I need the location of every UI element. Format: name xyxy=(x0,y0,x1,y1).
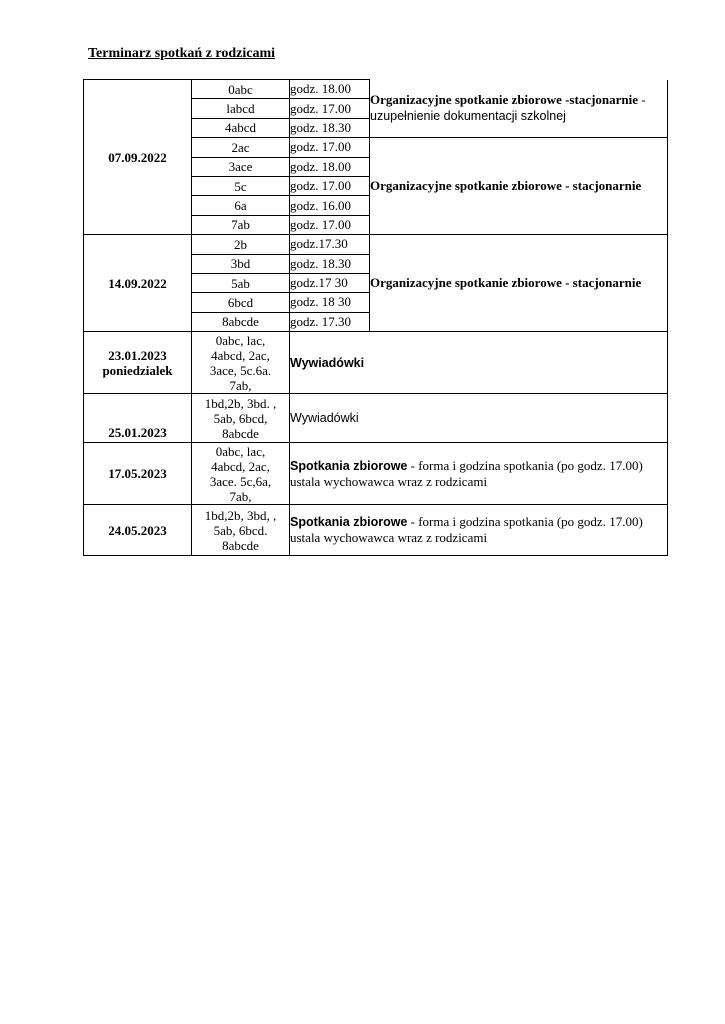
description-cell xyxy=(370,80,668,138)
day-text: poniedzialek xyxy=(102,362,173,378)
class-line: 7ab, xyxy=(229,377,252,393)
description-text: Wywiadówki xyxy=(290,411,359,426)
class-line: 3ace, 5c.6a. xyxy=(209,362,272,378)
class-line: 1bd,2b, 3bd, , xyxy=(204,507,277,523)
class-cell xyxy=(192,332,290,394)
time-cell: godz. 18 30 xyxy=(290,293,370,312)
class-line: 8abcde xyxy=(222,425,259,441)
class-cell: 0abc xyxy=(192,80,290,99)
time-cell: godz.17.30 xyxy=(290,235,370,254)
class-line: 0abc, lac, xyxy=(215,443,266,459)
class-cell: 2b xyxy=(192,235,290,254)
description-text: - forma i godzina spotkania (po godz. 17.00) ustala wychowawca wraz z rodzicami xyxy=(290,457,643,489)
time-cell: godz. 17.00 xyxy=(290,215,370,234)
date-cell: 14.09.2022 xyxy=(84,235,192,332)
time-cell: godz. 17.00 xyxy=(290,138,370,157)
table-row xyxy=(84,332,668,394)
class-line: 7ab, xyxy=(229,488,252,504)
class-cell: 2ac xyxy=(192,138,290,157)
time-cell: godz.17 30 xyxy=(290,273,370,292)
description-text: uzupełnienie dokumentacji szkolnej xyxy=(370,109,566,124)
class-cell: 5c xyxy=(192,176,290,195)
date-cell: 07.09.2022 xyxy=(84,80,192,235)
class-line: 5ab, 6bcd. xyxy=(213,522,268,538)
class-line: 0abc, lac, xyxy=(215,332,266,348)
description-cell xyxy=(290,505,668,556)
date-cell: 24.05.2023 xyxy=(84,505,192,556)
description-bold: Spotkania zbiorowe xyxy=(290,515,408,530)
description-cell xyxy=(290,332,668,394)
class-line: 8abcde xyxy=(222,537,259,553)
table-row xyxy=(84,505,668,556)
class-cell: 5ab xyxy=(192,273,290,292)
class-cell: 3ace xyxy=(192,157,290,176)
date-text: 23.01.2023 xyxy=(108,347,167,363)
description-text: - forma i godzina spotkania (po godz. 17.00) ustala wychowawca wraz z rodzicami xyxy=(290,514,643,546)
class-cell xyxy=(192,443,290,505)
date-cell xyxy=(84,332,192,394)
time-cell: godz. 17.30 xyxy=(290,312,370,331)
class-cell xyxy=(192,394,290,443)
description-cell: Organizacyjne spotkanie zbiorowe - stacjonarnie xyxy=(370,235,668,332)
time-cell: godz. 17.00 xyxy=(290,99,370,118)
page-title: Terminarz spotkań z rodzicami xyxy=(88,46,276,61)
description-cell: Organizacyjne spotkanie zbiorowe - stacjonarnie xyxy=(370,138,668,235)
class-cell: 3bd xyxy=(192,254,290,273)
time-cell: godz. 18.00 xyxy=(290,80,370,99)
class-cell: 8abcde xyxy=(192,312,290,331)
class-line: 3ace. 5c,6a, xyxy=(209,473,272,489)
class-cell: 7ab xyxy=(192,215,290,234)
description-cell xyxy=(290,443,668,505)
time-cell: godz. 18.30 xyxy=(290,118,370,137)
description-text: - xyxy=(638,92,646,108)
table-row xyxy=(84,443,668,505)
description-cell xyxy=(290,394,668,443)
class-cell xyxy=(192,505,290,556)
class-cell: 6a xyxy=(192,196,290,215)
class-line: 4abcd, 2ac, xyxy=(211,347,270,363)
table-row xyxy=(84,80,668,99)
time-cell: godz. 18.30 xyxy=(290,254,370,273)
description-bold: Spotkania zbiorowe xyxy=(290,458,408,473)
class-cell: labcd xyxy=(192,99,290,118)
class-line: 1bd,2b, 3bd. , xyxy=(204,395,277,411)
table-row xyxy=(84,394,668,443)
description-text: Wywiadówki xyxy=(290,355,365,370)
date-cell: 25.01.2023 xyxy=(84,394,192,443)
time-cell: godz. 17.00 xyxy=(290,176,370,195)
class-cell: 6bcd xyxy=(192,293,290,312)
class-line: 5ab, 6bcd, xyxy=(213,410,268,426)
time-cell: godz. 18.00 xyxy=(290,157,370,176)
class-line: 4abcd, 2ac, xyxy=(211,458,270,474)
class-cell: 4abcd xyxy=(192,118,290,137)
time-cell: godz. 16.00 xyxy=(290,196,370,215)
description-bold: Organizacyjne spotkanie zbiorowe -stacjonarnie xyxy=(370,92,639,108)
table-row xyxy=(84,235,668,254)
date-cell: 17.05.2023 xyxy=(84,443,192,505)
meetings-table xyxy=(83,79,668,556)
